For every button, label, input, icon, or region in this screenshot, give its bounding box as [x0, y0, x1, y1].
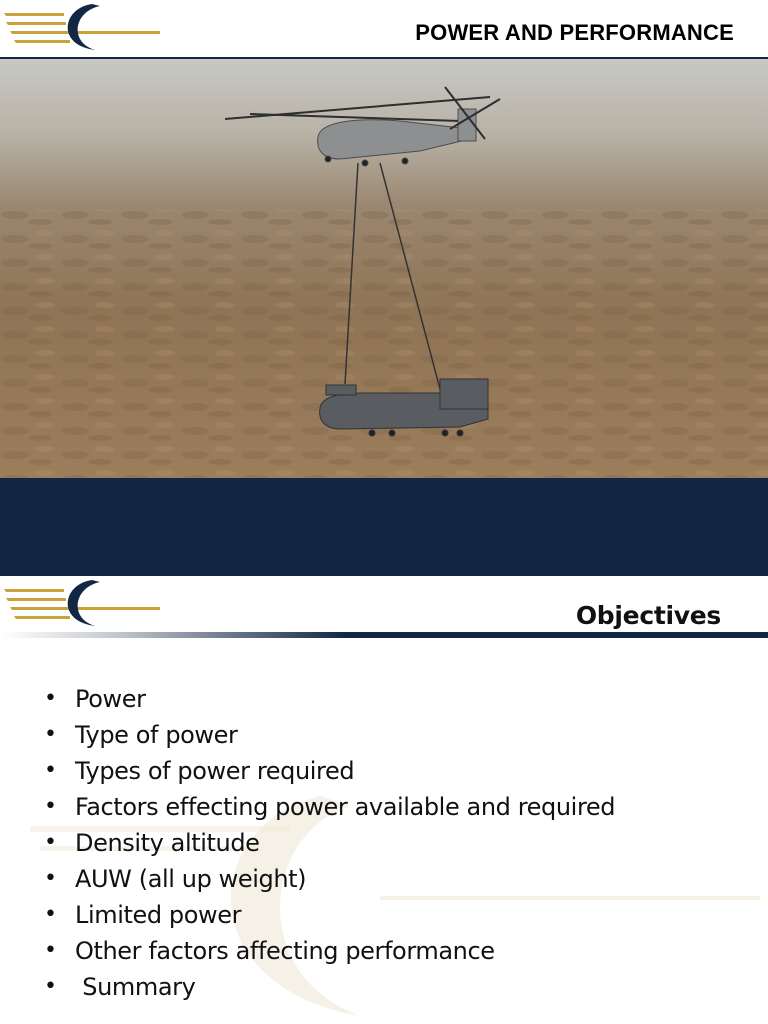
bullet-icon: • — [44, 830, 57, 855]
slide-2: Objectives • Power • Type of power • Types of power required • Factors effecting power available and required • Density altitude • AUW (all up weight) • Limited power • Other factors affecting performance • Summary — [0, 576, 768, 1024]
bullet-icon: • — [44, 794, 57, 819]
bullet-icon: • — [44, 722, 57, 747]
bullet-icon: • — [44, 686, 57, 711]
objectives-title: Objectives — [575, 601, 721, 630]
bullet-icon: • — [44, 866, 57, 891]
helicopter-lift-photo — [0, 59, 768, 478]
title-band — [0, 478, 768, 576]
bullet-icon: • — [44, 974, 57, 999]
slide-title: POWER AND PERFORMANCE — [415, 20, 734, 45]
header-rule — [0, 632, 768, 638]
bullet-icon: • — [44, 902, 57, 927]
bullet-icon: • — [44, 938, 57, 963]
brand-logo-icon — [0, 0, 170, 58]
bullet-icon: • — [44, 758, 57, 783]
brand-logo-icon — [0, 576, 170, 634]
